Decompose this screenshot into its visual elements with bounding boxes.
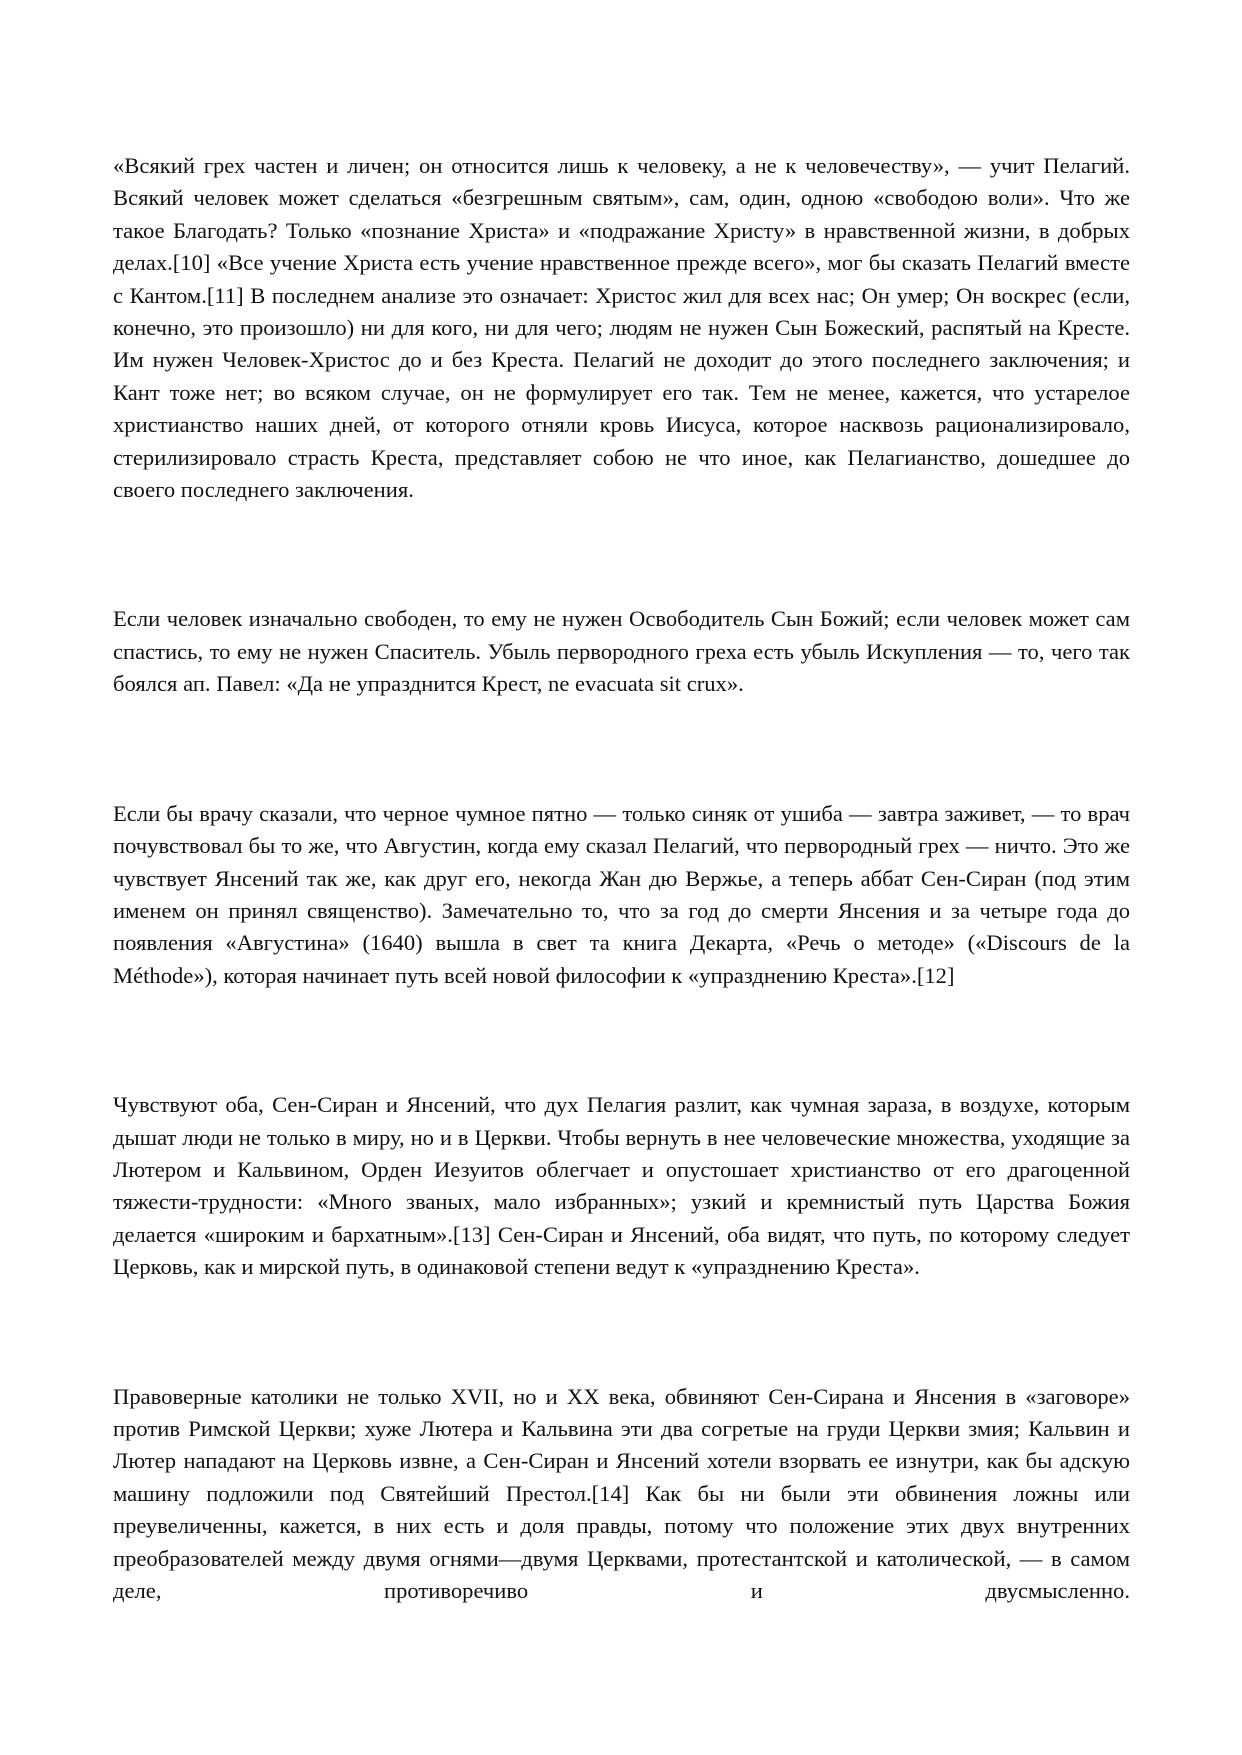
paragraph-saint-cyran-jansenius: Чувствуют оба, Сен-Сиран и Янсений, что дух Пелагия разлит, как чумная зараза, в воздухе, которым дышат люди не только в миру, но и в Церкви. Чтобы вернуть в нее человеческие множества, уходящие за Лютером и Кальвином, Орден Иезуитов облегчает и опустошает христианство от его драгоценной тяжести-трудности: «Много званых, мало избранных»; узкий и кремнистый путь Царства Божия делается «широким и бархатным».[13] Сен-Сиран и Янсений, оба видят, что путь, по которому следует Церковь, как и мирской путь, в одинаковой степени ведут к «упразднению Креста».	[113, 1092, 1130, 1280]
paragraph-plague-spot: Если бы врачу сказали, что черное чумное пятно — только синяк от ушиба — завтра заживет, — то врач почувствовал бы то же, что Августин, когда ему сказал Пелагий, что первородный грех — ничто. Это же чувствует Янсений так же, как друг его, некогда Жан дю Вержье, а теперь аббат Сен-Сиран (под этим именем он принял священство). Замечательно то, что за год до смерти Янсения и за четыре года до появления «Августина» (1640) вышла в свет та книга Декарта, «Речь о методе» («Discours de la Méthode»), которая начинает путь всей новой философии к «упразднению Креста».[12]	[113, 800, 1130, 988]
paragraph-orthodox-catholics: Правоверные католики не только XVII, но и XX века, обвиняют Сен-Сирана и Янсения в «заговоре» против Римской Церкви; хуже Лютера и Кальвина эти два согретые на груди Церкви змия; Кальвин и Лютер нападают на Церковь извне, а Сен-Сиран и Янсений хотели взорвать ее изнутри, как бы адскую машину подложили под Святейший Престол.[14] Как бы ни были эти обвинения ложны или преувеличенны, кажется, в них есть и доля правды, потому что положение этих двух внутренних преобразователей между двумя огнями—двумя Церквами, протестантской и католической, — в самом деле, противоречиво и двусмысленно.	[113, 1383, 1130, 1603]
document-page	[113, 150, 1130, 1607]
paragraph-pelagius-grace: «Всякий грех частен и личен; он относится лишь к человеку, а не к человечеству», — учит Пелагий. Всякий человек может сделаться «безгрешным святым», сам, один, одною «свободою воли». Что же такое Благодать? Только «познание Христа» и «подражание Христу» в нравственной жизни, в добрых делах.[10] «Все учение Христа есть учение нравственное прежде всего», мог бы сказать Пелагий вместе с Кантом.[11] В последнем анализе это означает: Христос жил для всех нас; Он умер; Он воскрес (если, конечно, это произошло) ни для кого, ни для чего; людям не нужен Сын Божеский, распятый на Кресте. Им нужен Человек-Христос до и без Креста. Пелагий не доходит до этого последнего заключения; и Кант тоже нет; во всяком случае, он не формулирует его так. Тем не менее, кажется, что устарелое христианство наших дней, от которого отняли кровь Иисуса, которое насквозь рационализировало, стерилизировало страсть Креста, представляет собою не что иное, как Пелагианство, дошедшее до своего последнего заключения.	[113, 153, 1130, 503]
paragraph-redeemer: Если человек изначально свободен, то ему не нужен Освободитель Сын Божий; если человек может сам спастись, то ему не нужен Спаситель. Убыль первородного греха есть убыль Искупления — то, чего так боялся ап. Павел: «Да не упразднится Крест, ne evacuata sit crux».	[113, 606, 1130, 697]
